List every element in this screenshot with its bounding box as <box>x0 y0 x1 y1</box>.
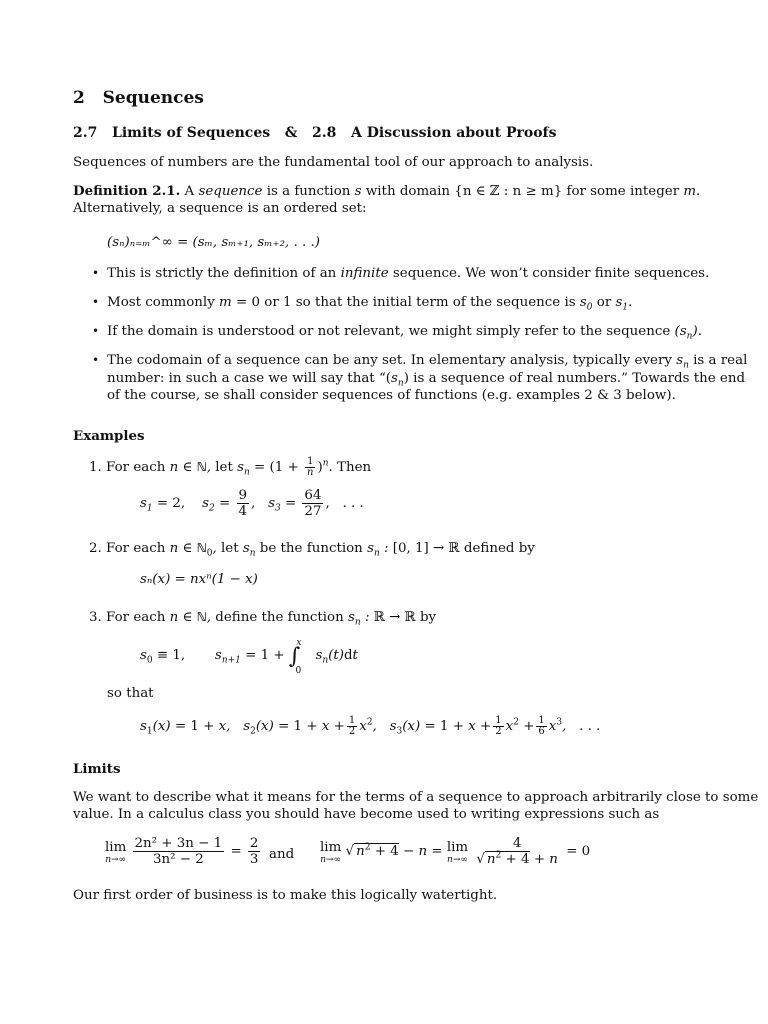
s3-num: 64 <box>304 488 322 503</box>
bullet-dot: • <box>92 353 100 367</box>
subsection-ampersand: & <box>284 125 298 141</box>
lim1-value-den: 3 <box>249 852 259 867</box>
lim1-value-num: 2 <box>249 836 259 851</box>
example-2-sn: $s_n$ <box>242 541 256 559</box>
half-fraction-2: $\frac{1}{2}$ <box>495 715 502 737</box>
example-3-text-b: define the function <box>215 610 344 625</box>
bullet-4-line2-b: ) is a sequence of real numbers.” Towards the end <box>403 371 746 386</box>
definition-var: s <box>354 184 362 199</box>
example-2-sn-colon: $s_n$ : <box>367 541 389 559</box>
lim1-value <box>248 836 261 867</box>
limits-and: and <box>269 847 295 862</box>
example-2-text-c: be the function <box>259 541 363 556</box>
lim-word-2: lim <box>320 839 342 855</box>
examples-heading: Examples <box>73 428 145 444</box>
lim1-denominator: 3n² − 2 <box>152 852 204 867</box>
bullet-1-text-b: sequence. We won’t consider finite sequences. <box>392 266 710 281</box>
bullet-dot: • <box>92 266 100 280</box>
example-2-line <box>89 540 535 557</box>
bullet-4-line3: of the course, se shall consider sequences of functions (e.g. examples 2 & 3 below). <box>107 388 676 403</box>
lim-operator-2 <box>320 839 341 865</box>
example-3-expansion: $s_1(x) = 1 + x$, $s_2(x) = 1 + x$ + $\frac{1}{2}$ $x^2$, $s_3(x) = 1 + x$ + $\frac{1}{2}$ $x^2$ + $\frac{1}{6}$ $x^3$, . . . <box>140 715 601 737</box>
example-1-line <box>89 457 371 478</box>
example-1-text-c: . Then <box>328 460 372 475</box>
bullet-3-sn: $(s_n)$ <box>674 324 698 342</box>
lim-operator-1 <box>105 839 126 865</box>
definition-line2: Alternatively, a sequence is an ordered set: <box>73 201 367 216</box>
lim2-denominator: √ $n^2 + 4 + n$ <box>476 850 558 867</box>
limits-closing: Our first order of business is to make this logically watertight. <box>73 888 498 903</box>
example-2-number: 2. <box>89 541 102 556</box>
example-1-formula: $s_n = (1$ + $\frac{1}{n}$ )$^n$ <box>237 456 329 478</box>
example-1-fraction <box>305 457 315 478</box>
limits-heading: Limits <box>73 761 121 777</box>
lim-word-1: lim <box>105 839 127 855</box>
bullet-4-sn-2: $s_n$ <box>391 371 404 389</box>
example-2-n-in-N0: n ∈ ℕ$_0$, <box>169 541 217 559</box>
bullet-4-line2 <box>107 370 745 387</box>
example-1-fraction-den: n <box>307 467 314 478</box>
example-1-text-b: let <box>215 460 233 475</box>
example-1-number: 1. <box>89 460 102 475</box>
definition <box>73 183 700 200</box>
bullet-4-line1 <box>107 352 747 369</box>
bullet-dot: • <box>92 295 100 309</box>
subsection-a-number: 2.7 <box>73 125 98 141</box>
section-heading <box>73 90 204 107</box>
bullet-4-text-b: is a real <box>693 353 748 368</box>
bullet-4-line2-a: number: in such a case we will say that “( <box>107 371 392 386</box>
example-3-line <box>89 609 436 626</box>
example-3-ellipsis: . . . <box>579 719 601 734</box>
lim1-fraction <box>133 836 225 867</box>
sqrt-expression: √ $n^2 + 4 - n$ = <box>345 842 443 859</box>
bullet-4-text-a: The codomain of a sequence can be any set. In elementary analysis, typically every <box>107 353 672 368</box>
example-1-fraction-num: 1 <box>307 456 314 467</box>
bullet-3-text: If the domain is understood or not relevant, we might simply refer to the sequence <box>107 324 671 339</box>
definition-text-b: is a function <box>266 184 351 199</box>
subsection-a-title: Limits of Sequences <box>111 125 271 141</box>
bullet-2-s1: $s_1$ <box>615 295 629 313</box>
bullet-2-text-c: or <box>596 295 612 310</box>
limit-example-1: lim n→∞ $\frac{\text{2n² + 3n − 1}}{\text{3n² − 2}}$ = $\frac{2}{3}$ <box>105 836 259 867</box>
lim-sub-2: n→∞ <box>320 854 342 865</box>
s2-label: $s_2$ <box>202 496 215 514</box>
example-2-text-d: [0, 1] → ℝ defined by <box>392 541 535 556</box>
example-2-text-b: let <box>221 541 239 556</box>
lim-word-3: lim <box>446 839 469 855</box>
example-2-text-a: For each <box>106 541 166 556</box>
section-title: Sequences <box>102 88 204 108</box>
lim2-value: = 0 <box>566 844 591 859</box>
definition-var2: m. <box>683 184 701 199</box>
bullet-1 <box>107 265 709 282</box>
example-1-n-in-N: n ∈ ℕ, <box>169 460 211 475</box>
sixth-fraction: $\frac{1}{6}$ <box>538 715 545 737</box>
bullet-2-text-b: = 0 or 1 so that the initial term of the sequence is <box>236 295 576 310</box>
example-2-formula: sₙ(x) = nxⁿ(1 − x) <box>140 572 258 587</box>
example-3-number: 3. <box>89 610 102 625</box>
definition-text-c: with domain {n ∈ ℤ : n ≥ m} for some integer <box>365 184 680 199</box>
bullet-4-sn: $s_n$ <box>676 353 689 371</box>
s2-num: 9 <box>238 488 248 503</box>
example-3-n-in-N: n ∈ ℕ, <box>169 610 211 625</box>
example-1-ellipsis: . . . <box>342 496 364 511</box>
limit-example-2 <box>320 836 590 867</box>
lim-sub-1: n→∞ <box>105 854 127 865</box>
definition-text-a: A <box>184 184 195 199</box>
example-3-text-a: For each <box>106 610 166 625</box>
definition-label: Definition 2.1. <box>73 183 181 199</box>
example-3-recursion: $s_0 \equiv 1$, $s_{n+1} = 1 + \int^x_0$ $s_n(t)dt$ <box>140 637 358 676</box>
example-1-text-a: For each <box>106 460 166 475</box>
example-1-values: $s_1 = 2$, $s_2$ = $\frac{9}{4}$ , $s_3$ = $\frac{64}{27}$ , . . . <box>140 488 364 519</box>
s2-fraction <box>237 488 250 519</box>
lim1-numerator: 2n² + 3n − 1 <box>134 836 223 851</box>
bullet-3: If the domain is understood or not relevant, we might simply refer to the sequence $(s_n)$. <box>107 324 702 342</box>
lim-operator-3 <box>447 839 468 865</box>
lim2-fraction <box>474 836 560 867</box>
s3-den: 27 <box>304 504 322 519</box>
definition-formula: (sₙ)ₙ₌ₘ^∞ = (sₘ, sₘ₊₁, sₘ₊₂, . . .) <box>107 235 320 250</box>
lim-sub-3: n→∞ <box>447 854 468 865</box>
half-fraction: $\frac{1}{2}$ <box>348 715 356 737</box>
bullet-1-text-a: This is strictly the definition of an <box>107 266 337 281</box>
s3-label: $s_3$ <box>268 496 281 514</box>
limits-para-line2: value. In a calculus class you should have become used to writing expressions such as <box>73 807 660 822</box>
bullet-2: Most commonly m = 0 or 1 so that the initial term of the sequence is $s_0$ or $s_1$. <box>107 295 633 313</box>
example-3-sn-colon: $s_n$ : <box>348 610 370 628</box>
bullet-2-var-m: m <box>219 295 232 310</box>
subsection-b-title: A Discussion about Proofs <box>351 125 557 141</box>
s1-value: 2 <box>172 496 181 511</box>
section-number: 2 <box>73 88 85 108</box>
s3-fraction <box>302 488 323 519</box>
subsection-heading <box>73 125 556 142</box>
limits-para-line1: We want to describe what it means for the terms of a sequence to approach arbitrarily close to some <box>73 790 759 805</box>
so-that: so that <box>107 686 154 701</box>
example-3-text-c: ℝ → ℝ by <box>373 610 437 625</box>
s2-den: 4 <box>238 504 248 519</box>
bullet-2-s0: $s_0$ <box>579 295 593 313</box>
lim2-numerator: 4 <box>512 836 522 851</box>
bullet-dot: • <box>92 324 100 338</box>
bullet-2-text-a: Most commonly <box>107 295 215 310</box>
subsection-b-number: 2.8 <box>312 125 337 141</box>
definition-term: sequence <box>198 184 263 199</box>
bullet-1-emphasis: infinite <box>340 266 389 281</box>
s1-label: $s_1$ <box>140 496 153 514</box>
intro-text: Sequences of numbers are the fundamental tool of our approach to analysis. <box>73 155 594 170</box>
